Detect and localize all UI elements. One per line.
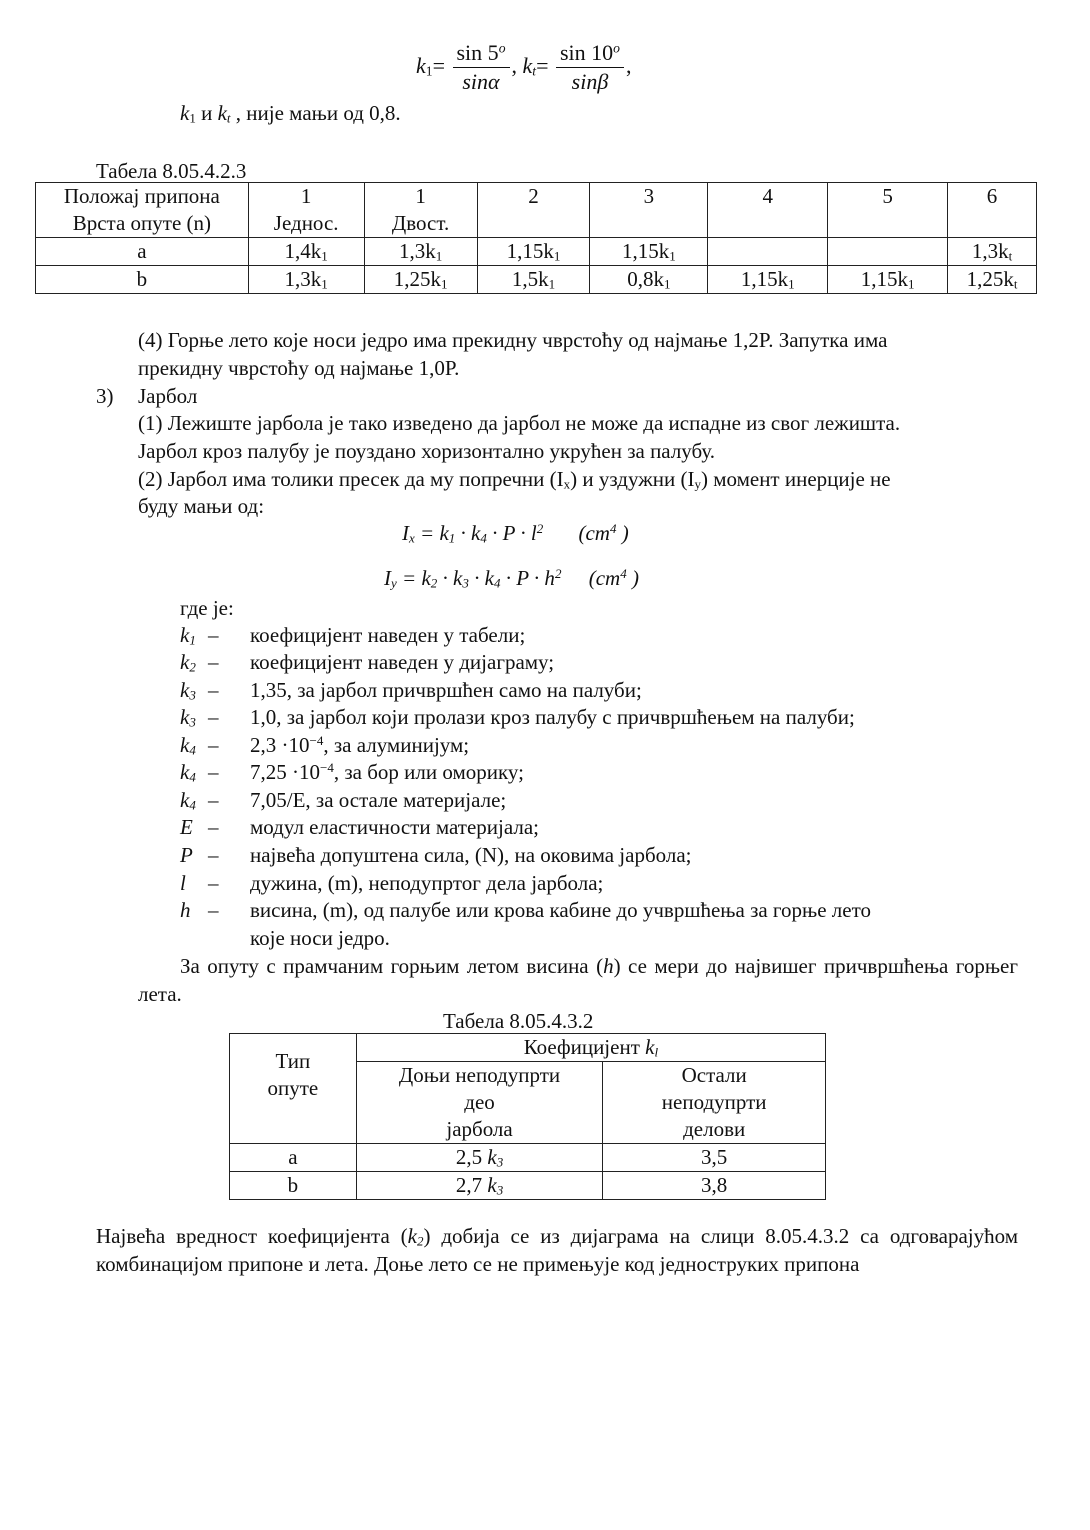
table-cell: [477, 266, 590, 294]
subscript: 4: [189, 742, 196, 758]
dash: –: [208, 733, 219, 757]
text: ) и уздужни (I: [570, 467, 695, 491]
exponent: 2: [554, 565, 562, 581]
header-text: Коефицијент: [523, 1035, 646, 1059]
table-cell: [708, 238, 828, 266]
col-sublabel: Двост.: [391, 211, 450, 235]
definition-text: 2,3 ·10: [250, 733, 310, 757]
cell-subscript: 1: [669, 248, 676, 264]
row-label: b: [36, 266, 249, 294]
dash: –: [208, 788, 219, 812]
cell-value: 1,25k: [966, 267, 1014, 291]
subscript: 1: [189, 632, 196, 648]
subscript: l: [654, 1044, 659, 1060]
symbol: P: [180, 843, 193, 867]
expr: · k: [455, 521, 481, 545]
cell-value: 1,3k: [971, 239, 1009, 263]
text: ) се мери до највишег причвршћења горњег лета.: [138, 954, 1018, 1006]
cell-value: 1,25k: [393, 267, 441, 291]
subscript: 3: [189, 714, 196, 730]
symbol: h: [603, 954, 614, 978]
exponent: −4: [320, 759, 334, 775]
table1-header-row: [36, 183, 1037, 238]
table-cell: [828, 238, 948, 266]
kt-symbol: k: [217, 101, 227, 125]
definition-text: 7,25 ·10: [250, 760, 320, 784]
subscript: 2: [430, 575, 438, 591]
cell-value: 1,3k: [284, 267, 322, 291]
subscript: 4: [480, 530, 487, 546]
cell-subscript: 1: [321, 248, 328, 264]
col-number: 1: [415, 184, 426, 208]
col-header-lower-part: [356, 1062, 603, 1144]
definition-text: 1,35, за јарбол причвршћен само на палуби;: [250, 678, 642, 702]
header-line: Остали: [681, 1063, 747, 1087]
text: ) добија се из дијаграма на слици 8.05.4.3.2 са одговарајућом комбинацијом припоне и лета. Доње лето се не примењује код једноструких припона: [96, 1224, 1018, 1276]
table-cell: [248, 238, 364, 266]
symbol: h: [180, 898, 191, 922]
subscript: 3: [496, 1154, 504, 1170]
exponent: 4: [609, 520, 617, 536]
definition-text: висина, (m), од палубе или крова кабине до учвршћења за горње лето: [250, 898, 871, 922]
table1-col-header: [590, 183, 708, 238]
header-line: делови: [683, 1117, 746, 1141]
cell-subscript: 1: [321, 276, 328, 292]
header-line: Положај припона: [63, 184, 220, 208]
subscript: x: [563, 476, 571, 492]
k1-fraction: [453, 40, 510, 96]
definition-h: [180, 897, 871, 924]
col-number: 5: [882, 184, 893, 208]
expr: · k: [437, 566, 463, 590]
definition-text: коефицијент наведен у табели;: [250, 623, 526, 647]
header-line: неподупрти: [661, 1090, 767, 1114]
text: (2) Јарбол има толики пресек да му попречни (I: [138, 467, 564, 491]
kt-subscript: t: [226, 110, 231, 126]
row-label: a: [230, 1144, 357, 1172]
definition-k4: [180, 787, 506, 814]
k1-subscript: 1: [189, 110, 196, 126]
section-3-p2-line2: буду мањи од:: [138, 494, 265, 518]
kt-subscript: t: [532, 63, 537, 79]
subscript: 3: [462, 575, 469, 591]
symbol: k: [180, 760, 190, 784]
subscript: 3: [189, 687, 196, 703]
symbol: l: [180, 871, 186, 895]
section-3-p1-line2: Јарбол кроз палубу је поуздано хоризонтално укрућен за палубу.: [138, 439, 716, 463]
table-cell: [477, 238, 590, 266]
k1-denominator: sinα: [462, 69, 500, 95]
cell-subscript: 1: [907, 276, 915, 292]
table1-col-header: [477, 183, 590, 238]
symbol: k: [180, 650, 190, 674]
symbol: k: [180, 788, 190, 812]
definition-text: , за алуминијум;: [323, 733, 470, 757]
exponent: −4: [309, 732, 324, 748]
cell-subscript: 1: [553, 248, 561, 264]
definition-k4: [180, 732, 469, 759]
cell-subscript: 1: [440, 276, 448, 292]
k1-numerator: sin 5: [456, 40, 499, 65]
definition-text: модул еластичности материјала;: [250, 815, 539, 839]
table1-col-header: [828, 183, 948, 238]
expr: = k: [396, 566, 431, 590]
table1-caption: Табела 8.05.4.2.3: [96, 159, 247, 183]
subscript: 4: [189, 797, 196, 813]
definition-k2: [180, 649, 554, 676]
dash: –: [208, 623, 219, 647]
table-cell: [590, 266, 708, 294]
final-paragraph: [96, 1222, 1018, 1278]
col-number: 6: [986, 184, 998, 208]
row-label: b: [230, 1172, 357, 1200]
k1-symbol: k: [180, 101, 190, 125]
conjunction: и: [195, 101, 218, 125]
header-line: Тип: [275, 1049, 311, 1073]
table-8-05-4-2-3: [35, 182, 1037, 294]
dash: –: [208, 650, 219, 674]
table-cell: [828, 266, 948, 294]
subscript: x: [409, 530, 415, 546]
cell-value: 1,3k: [398, 239, 436, 263]
para-4-line1: (4) Горње лето које носи једро има прекидну чврстоћу од најмање 1,2P. Запутка има: [138, 328, 888, 352]
para-height-measure: [138, 952, 1018, 1008]
table-row: [230, 1144, 826, 1172]
table-cell: [708, 266, 828, 294]
section-3-number: 3): [96, 384, 114, 408]
k-condition-text: [180, 101, 401, 126]
cell-value: 1,15k: [740, 267, 789, 291]
condition-text: , није мањи од 0,8.: [230, 101, 401, 125]
definition-text: 7,05/E, за остале материјале;: [250, 788, 507, 812]
where-label: где је:: [180, 596, 234, 620]
definition-text: коефицијент наведен у дијаграму;: [250, 650, 555, 674]
header-line: опуте: [267, 1076, 319, 1100]
symbol: k: [645, 1035, 655, 1059]
subscript: y: [694, 476, 701, 492]
subscript: 2: [189, 659, 196, 675]
cell-value: 2,7: [455, 1173, 488, 1197]
cell-value: 1,15k: [860, 267, 908, 291]
dash: –: [208, 898, 219, 922]
col-number: 4: [762, 184, 773, 208]
definition-k1: [180, 622, 525, 649]
symbol: k: [180, 733, 190, 757]
definition-k4: [180, 759, 524, 786]
subscript: 4: [493, 575, 501, 591]
degree-mark: o: [498, 40, 506, 56]
cell-subscript: 1: [548, 276, 556, 292]
header-line: јарбола: [446, 1117, 513, 1141]
cell-value: 2,5: [455, 1145, 488, 1169]
k1-symbol: k: [416, 52, 426, 78]
exponent: 2: [536, 520, 544, 536]
kt-denominator: sinβ: [571, 69, 609, 95]
cell-value: 0,8k: [627, 267, 664, 291]
kt-numerator: sin 10: [559, 40, 614, 65]
table1-col-header: [708, 183, 828, 238]
col-header-other-parts: [603, 1062, 826, 1144]
subscript: 4: [189, 769, 196, 785]
table-cell: 3,5: [603, 1144, 826, 1172]
para-4-line2: прекидну чврстоћу од најмање 1,0P.: [138, 356, 460, 380]
unit: ): [616, 521, 629, 545]
definition-k3: [180, 677, 642, 704]
section-3-title: Јарбол: [138, 384, 198, 408]
cell-subscript: 1: [435, 248, 443, 264]
subscript: y: [391, 575, 397, 591]
expr: = k: [414, 521, 449, 545]
kt-fraction: [556, 40, 624, 96]
table-cell: [590, 238, 708, 266]
table-cell: [948, 238, 1037, 266]
table-8-05-4-3-2: [229, 1033, 826, 1200]
table2-caption: Табела 8.05.4.3.2: [443, 1009, 594, 1033]
formula-ix: [402, 521, 629, 546]
formula-iy: [384, 566, 639, 591]
cell-subscript: t: [1008, 248, 1013, 264]
text: За опуту с прамчаним горњим летом висина (: [180, 954, 604, 978]
symbol: I: [402, 521, 409, 545]
table-row: [230, 1172, 826, 1200]
col-number: 2: [528, 184, 539, 208]
table1-col-header: [364, 183, 477, 238]
col-number: 1: [300, 184, 312, 208]
cell-value: 1,15k: [506, 239, 554, 263]
dash: –: [208, 678, 219, 702]
table1-col-header: [248, 183, 364, 238]
definition-text: дужина, (m), неподупртог дела јарбола;: [250, 871, 604, 895]
cell-value: 1,15k: [621, 239, 670, 263]
degree-mark: o: [613, 40, 620, 56]
definition-p: [180, 842, 692, 869]
table-cell: [356, 1172, 603, 1200]
text: Највећа вредност коефицијента (: [96, 1224, 408, 1248]
definition-e: [180, 814, 539, 841]
symbol: k: [487, 1145, 497, 1169]
expr: · k: [468, 566, 494, 590]
definition-text: највећа допуштена сила, (N), на оковима јарбола;: [250, 843, 692, 867]
subscript: 2: [416, 1233, 424, 1249]
table-row: [36, 238, 1037, 266]
exponent: 4: [620, 565, 627, 581]
definition-text: , за бор или оморику;: [333, 760, 524, 784]
table-cell: [356, 1144, 603, 1172]
k1-subscript: 1: [425, 63, 433, 79]
definition-h-continued: које носи једро.: [250, 926, 390, 950]
table1-col-header: [948, 183, 1037, 238]
symbol: k: [180, 623, 190, 647]
table-cell: [948, 266, 1037, 294]
dash: –: [208, 843, 219, 867]
cell-value: 1,4k: [284, 239, 322, 263]
header-line: Врста опуте (n): [72, 211, 212, 235]
table1-header-label: [36, 183, 249, 238]
dash: –: [208, 760, 219, 784]
cell-subscript: 1: [788, 276, 795, 292]
subscript: 1: [448, 530, 456, 546]
table-cell: [248, 266, 364, 294]
expr: · P · l: [486, 521, 537, 545]
type-header: [230, 1034, 357, 1144]
dash: –: [208, 705, 219, 729]
symbol: I: [384, 566, 391, 590]
symbol: k: [407, 1224, 417, 1248]
table-cell: 3,8: [603, 1172, 826, 1200]
col-number: 3: [643, 184, 655, 208]
unit: (cm: [578, 521, 610, 545]
section-3-p1-line1: (1) Лежиште јарбола је тако изведено да јарбол не може да испадне из свог лежишта.: [138, 411, 901, 435]
dash: –: [208, 815, 219, 839]
table-cell: [364, 238, 477, 266]
symbol: k: [180, 678, 190, 702]
header-line: део: [464, 1090, 495, 1114]
row-label: a: [36, 238, 249, 266]
subscript: 3: [496, 1182, 504, 1198]
kt-symbol: k: [522, 52, 533, 78]
col-sublabel: Једнос.: [273, 211, 339, 235]
table-row: [36, 266, 1037, 294]
dash: –: [208, 871, 219, 895]
text: ) момент инерције не: [700, 467, 891, 491]
cell-subscript: t: [1013, 276, 1018, 292]
unit: ): [626, 566, 639, 590]
table2-header-row: [230, 1034, 826, 1062]
coef-header: [356, 1034, 825, 1062]
symbol: E: [180, 815, 193, 839]
unit: (cm: [588, 566, 621, 590]
definition-l: [180, 870, 603, 897]
definition-k3: [180, 704, 855, 731]
cell-value: 1,5k: [511, 267, 549, 291]
expr: · P · h: [500, 566, 555, 590]
header-line: Доњи неподупрти: [398, 1063, 561, 1087]
symbol: k: [180, 705, 190, 729]
definition-text: 1,0, за јарбол који пролази кроз палубу с причвршћењем на палуби;: [250, 705, 855, 729]
table-cell: [364, 266, 477, 294]
cell-subscript: 1: [663, 276, 671, 292]
formula-k1-kt: $k_1=$ $\frac{\sin 5^o}{\sin\alpha}$ , $k_t=$ $\frac{\sin 10^o}{\sin\beta}$ ,: [416, 40, 632, 95]
section-3-p2-line1: [138, 467, 891, 492]
symbol: k: [487, 1173, 497, 1197]
